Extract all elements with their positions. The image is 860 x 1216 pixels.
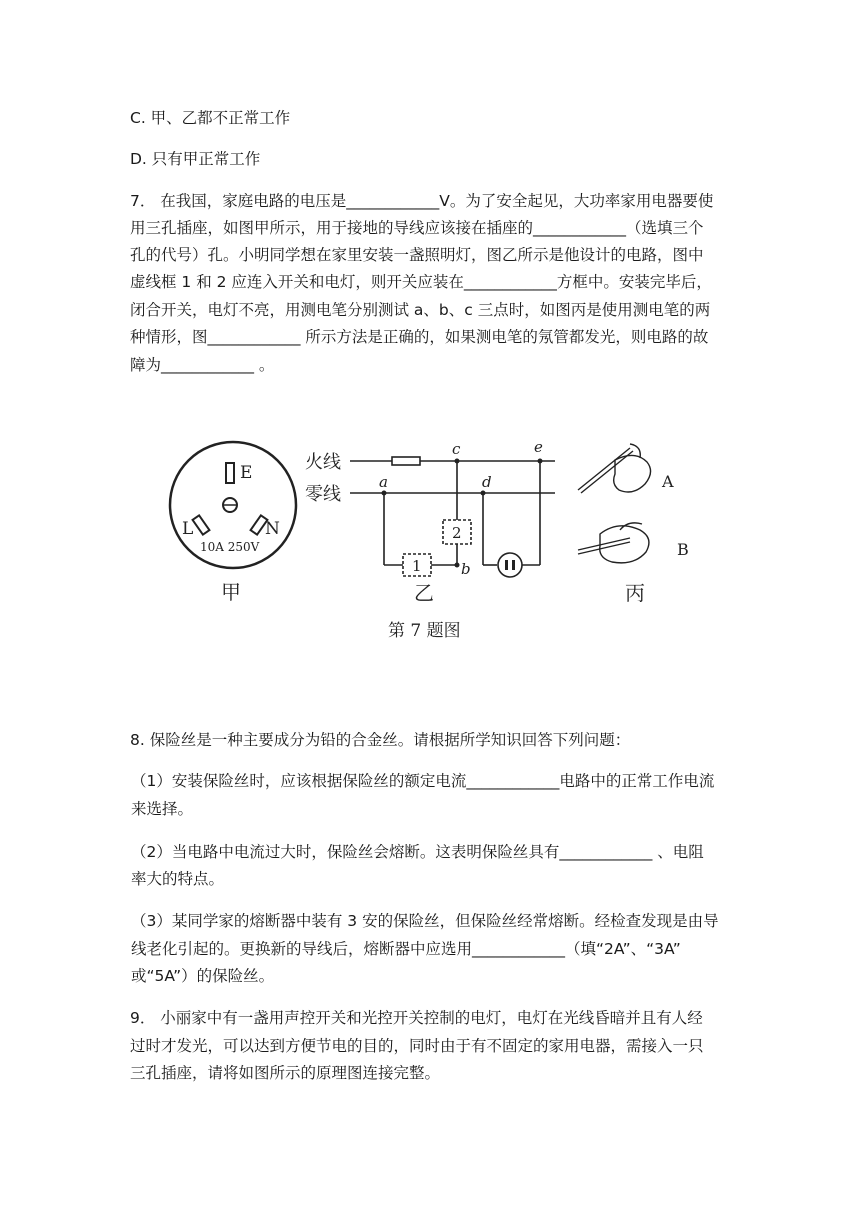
q9-line3: 三孔插座，请将如图所示的原理图连接完整。 <box>130 1064 441 1082</box>
q7-line-3: 孔的代号）孔。小明同学想在家里安装一盏照明灯，图乙所示是他设计的电路，图中 <box>130 246 704 264</box>
q8-part3-line1: （3）某同学家的熔断器中装有 3 安的保险丝，但保险丝经常熔断。经检查发现是由导 <box>131 912 719 930</box>
q8-part3-line3: 或“5A”）的保险丝。 <box>131 967 275 985</box>
label-live-wire: 火线 <box>305 452 341 473</box>
test-pen-diagram <box>578 444 651 563</box>
label-n: N <box>265 519 280 539</box>
node-d <box>481 491 486 496</box>
socket-rating: 10A 250V <box>200 540 260 554</box>
label-l: L <box>182 519 194 539</box>
q7-line-4: 虚线框 1 和 2 应连入开关和电灯，则开关应装在____________方框中。安装完毕后， <box>130 273 712 291</box>
node-c <box>455 459 460 464</box>
live-pin-slot <box>193 515 210 534</box>
node-b <box>455 563 460 568</box>
two-pin-socket <box>498 553 522 577</box>
label-d: d <box>482 473 492 491</box>
q7-line-6: 种情形，图____________ 所示方法是正确的，如果测电笔的氖管都发光，则电路的故 <box>130 328 709 346</box>
q7-figure <box>160 430 720 650</box>
figure-caption: 第 7 题图 <box>388 621 461 641</box>
node-e <box>538 459 543 464</box>
option-c: C. 甲、乙都不正常工作 <box>130 109 291 127</box>
q7-line-2: 用三孔插座，如图甲所示，用于接地的导线应该接在插座的____________（选填三个 <box>130 219 704 237</box>
socket-pin-left <box>505 560 508 570</box>
label-jia: 甲 <box>221 580 241 604</box>
box-1-label: 1 <box>412 557 422 575</box>
label-bing: 丙 <box>625 581 645 605</box>
q8-part2-line2: 率大的特点。 <box>131 870 225 888</box>
label-yi: 乙 <box>414 581 434 605</box>
label-pen-a: A <box>662 472 674 491</box>
label-e: E <box>240 463 253 483</box>
hand-b <box>600 526 649 563</box>
q8-stem: 8. 保险丝是一种主要成分为铅的合金丝。请根据所学知识回答下列问题： <box>130 731 631 749</box>
q7-line-5: 闭合开关，电灯不亮，用测电笔分别测试 a、b、c 三点时，如图丙是使用测电笔的两 <box>130 301 711 319</box>
node-a <box>382 491 387 496</box>
label-a: a <box>379 473 388 491</box>
q8-part3-line2: 线老化引起的。更换新的导线后，熔断器中应选用____________（填“2A”、“3A” <box>131 940 681 958</box>
test-pen-a-edge <box>581 451 633 493</box>
socket-pin-right <box>512 560 515 570</box>
q8-part1-line1: （1）安装保险丝时，应该根据保险丝的额定电流____________电路中的正常工作电流 <box>131 772 715 790</box>
q7-line-7: 障为____________ 。 <box>130 356 275 374</box>
box-2-label: 2 <box>452 524 462 542</box>
test-pen-a <box>578 448 630 490</box>
q9-line2: 过时才发光，可以达到方便节电的目的，同时由于有不固定的家用电器，需接入一只 <box>130 1037 704 1055</box>
q8-part1-line2: 来选择。 <box>131 800 194 818</box>
q8-part2-line1: （2）当电路中电流过大时，保险丝会熔断。这表明保险丝具有____________ 、电阻 <box>131 843 704 861</box>
hand-a <box>614 455 651 492</box>
label-b: b <box>461 560 471 578</box>
label-pen-b: B <box>677 540 689 559</box>
label-e-point: e <box>534 438 543 456</box>
q9-line1: 9． 小丽家中有一盏用声控开关和光控开关控制的电灯，电灯在光线昏暗并且有人经 <box>130 1009 703 1027</box>
earth-pin-slot <box>226 463 234 483</box>
q7-figure-svg <box>160 430 720 650</box>
q7-line-1: 7． 在我国，家庭电路的电压是____________V。为了安全起见，大功率家用电器要使 <box>130 192 714 210</box>
fuse <box>392 457 420 465</box>
label-neutral-wire: 零线 <box>305 484 341 505</box>
option-d: D. 只有甲正常工作 <box>130 150 261 168</box>
label-c: c <box>452 440 461 458</box>
